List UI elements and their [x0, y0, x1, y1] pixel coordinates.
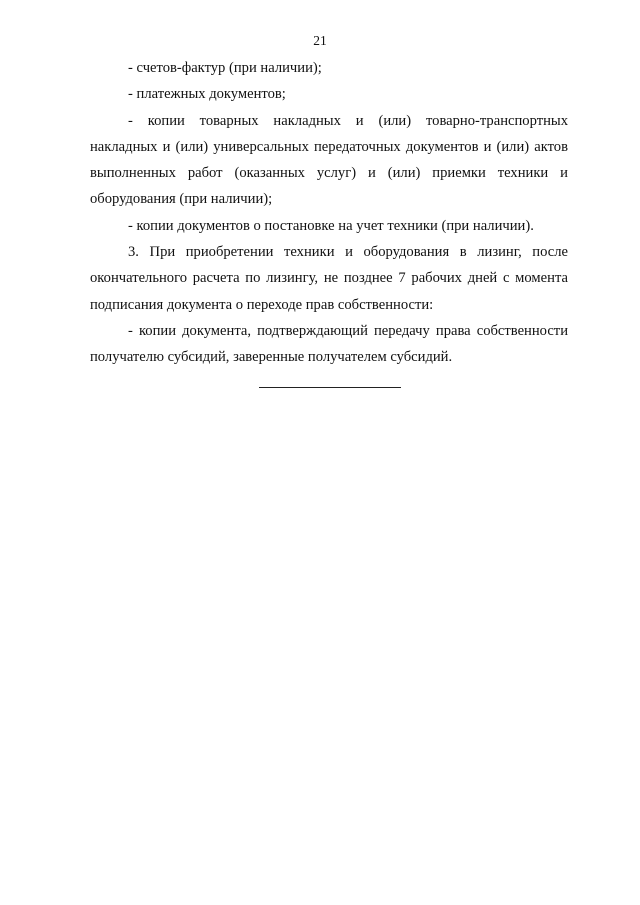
list-item-waybills: - копии товарных накладных и (или) товарно-транспортных накладных и (или) универсальных передаточных документов и (или) актов выполненных работ (оказанных услуг) и (или) приемки техники и оборудования (при наличии);: [90, 112, 568, 208]
list-item-ownership-transfer: - копии документа, подтверждающий передачу права собственности получателю субсидий, заверенные получателем субсидий.: [90, 322, 568, 366]
end-divider-line: [259, 387, 401, 388]
page-number: 21: [313, 33, 327, 48]
list-item-payment-documents: - платежных документов;: [128, 86, 286, 103]
list-item-registration-documents: - копии документов о постановке на учет техники (при наличии).: [128, 217, 534, 234]
section-3-leasing: 3. При приобретении техники и оборудования в лизинг, после окончательного расчета по лизингу, не позднее 7 рабочих дней с момента подписания документа о переходе прав собственности:: [90, 244, 568, 313]
list-item-invoices: - счетов-фактур (при наличии);: [128, 60, 322, 76]
document-body: [90, 55, 568, 371]
